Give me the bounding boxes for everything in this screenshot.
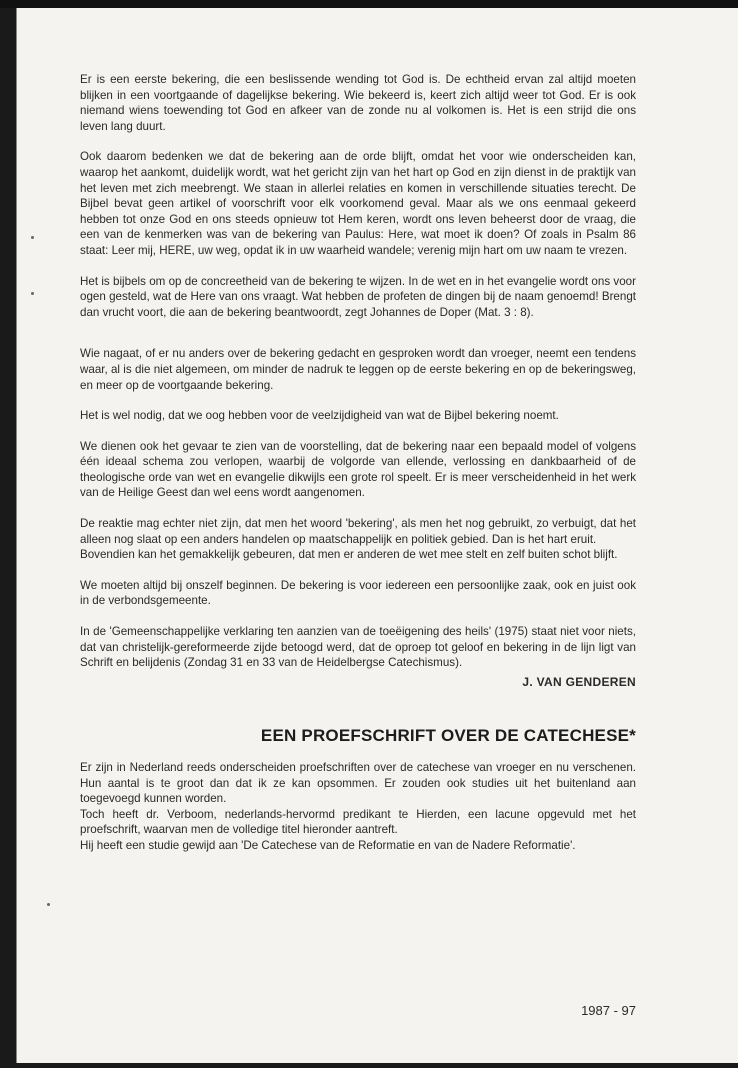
paragraph: In de 'Gemeenschappelijke verklaring ten aanzien van de toeëigening des heils' (1975) staat niet voor niets, dat van christelijk-gereformeerde zijde betoogd werd, dat de oproep tot geloof en bekering in de lijn ligt van Schrift en belijdenis (Zondag 31 en 33 van de Heidelbergse Catechismus). <box>80 625 636 670</box>
paragraph: Hij heeft een studie gewijd aan 'De Catechese van de Reformatie en van de Nadere Reformatie'. <box>80 838 576 852</box>
scan-mark <box>31 236 34 239</box>
paragraph: We moeten altijd bij onszelf beginnen. De bekering is voor iedereen een persoonlijke zaak, ook en juist ook in de verbondsgemeente. <box>80 578 636 608</box>
paragraph: Het is bijbels om op de concreetheid van de bekering te wijzen. In de wet en in het evangelie wordt ons voor ogen gesteld, wat de Here van ons vraagt. Wat hebben de profeten de dingen bij de naam genoemd! Brengt dan vrucht voort, die aan de bekering beantwoordt, zegt Johannes de Doper (Mat. 3 : 8). <box>80 274 636 319</box>
scan-top-edge <box>0 0 738 8</box>
paragraph: Bovendien kan het gemakkelijk gebeuren, dat men er anderen de wet mee stelt en zelf buiten schot blijft. <box>80 548 618 562</box>
author-signature: J. VAN GENDEREN <box>522 674 636 689</box>
page-number: 1987 - 97 <box>581 1003 636 1018</box>
paragraph: Het is wel nodig, dat we oog hebben voor de veelzijdigheid van wat de Bijbel bekering noemt. <box>80 409 559 423</box>
paragraph: Er is een eerste bekering, die een beslissende wending tot God is. De echtheid ervan zal altijd moeten blijken in een voortgaande of dagelijkse bekering. Wie bekeerd is, keert zich altijd weer tot God. Er is ook niemand wiens toewending tot God en afkeer van de zonde nu al volkomen is. Het is een strijd die ons leven lang duurt. <box>80 73 636 133</box>
section-heading: EEN PROEFSCHRIFT OVER DE CATECHESE* <box>260 726 636 746</box>
article-body <box>80 72 636 854</box>
paragraph: Wie nagaat, of er nu anders over de bekering gedacht en gesproken wordt dan vroeger, neemt een tendens waar, al is die niet algemeen, om minder de nadruk te leggen op de eerste bekering en op de bekeringsweg, en meer op de voortgaande bekering. <box>80 347 636 392</box>
scan-mark <box>31 292 34 295</box>
paragraph: We dienen ook het gevaar te zien van de voorstelling, dat de bekering naar een bepaald model of volgens één ideaal schema zou verlopen, waarbij de volgorde van ellende, verlossing en dankbaarheid of de theologische orde van wet en evangelie dikwijls een grote rol speelt. Er is meer verscheidenheid in het werk van de Heilige Geest dan wel eens wordt aangenomen. <box>80 439 636 500</box>
scan-mark <box>47 903 50 906</box>
paragraph: Toch heeft dr. Verboom, nederlands-hervormd predikant te Hierden, een lacune opgevuld met het proefschrift, waarvan men de volledige titel hieronder aantreft. <box>80 807 636 837</box>
paragraph: Er zijn in Nederland reeds onderscheiden proefschriften over de catechese van vroeger en nu verschenen. Hun aantal is te groot dan dat ik ze kan opsommen. Er zouden ook studies uit het buitenland aan toegevoegd kunnen worden. <box>80 761 636 806</box>
paragraph: Ook daarom bedenken we dat de bekering aan de orde blijft, omdat het voor wie onderscheiden kan, waarop het aankomt, duidelijk wordt, wat het gericht zijn van het hart op God en zijn dienst in de praktijk van het leven met zich meebrengt. We staan in allerlei relaties en komen in verschillende situaties terecht. De Bijbel bevat geen artikel of voorschrift voor elk voorkomend geval. Maar als we ons eenmaal gekeerd hebben tot onze God en ons steeds opnieuw tot Hem keren, wordt ons leven beheerst door de vraag, die een van de kenmerken was van de bekering van Paulus: Here, wat moet ik doen? Of zoals in Psalm 86 staat: Leer mij, HERE, uw weg, opdat ik in uw waarheid wandele; verenig mijn hart om uw naam te vrezen. <box>80 150 636 257</box>
paragraph: De reaktie mag echter niet zijn, dat men het woord 'bekering', als men het nog gebruikt, zo verbuigt, dat het alleen nog slaat op een anders handelen op maatschappelijk en politiek gebied. Dan is het hart eruit. <box>80 517 636 546</box>
